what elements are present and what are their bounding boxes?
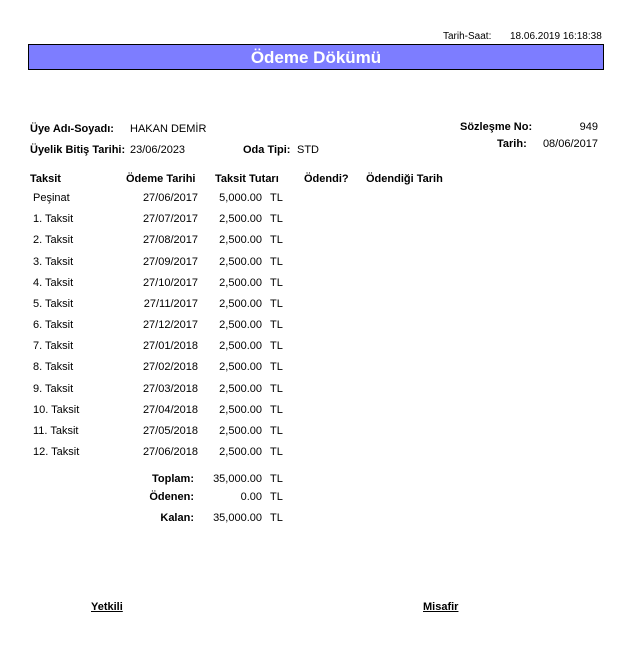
contract-date-value: 08/06/2017 bbox=[542, 138, 598, 150]
row-currency: TL bbox=[270, 425, 283, 437]
row-installment: 5. Taksit bbox=[33, 298, 74, 310]
membership-expiry-label: Üyelik Bitiş Tarihi: bbox=[30, 144, 126, 156]
remaining-row bbox=[0, 512, 630, 533]
table-row bbox=[0, 256, 630, 277]
timestamp-value: 18.06.2019 16:18:38 bbox=[510, 31, 602, 42]
table-row bbox=[0, 234, 630, 255]
header-paid: Ödendi? bbox=[304, 173, 349, 185]
row-installment: 3. Taksit bbox=[33, 256, 74, 268]
row-currency: TL bbox=[270, 340, 283, 352]
timestamp-label: Tarih-Saat: bbox=[443, 31, 492, 42]
row-currency: TL bbox=[270, 404, 283, 416]
header-amount: Taksit Tutarı bbox=[215, 173, 279, 185]
row-installment: 4. Taksit bbox=[33, 277, 74, 289]
header-installment: Taksit bbox=[30, 173, 61, 185]
row-date: 27/07/2017 bbox=[142, 213, 198, 225]
table-row bbox=[0, 192, 630, 213]
row-amount: 2,500.00 bbox=[219, 213, 262, 225]
table-row bbox=[0, 213, 630, 234]
table-row bbox=[0, 404, 630, 425]
row-currency: TL bbox=[270, 446, 283, 458]
row-date: 27/10/2017 bbox=[142, 277, 198, 289]
table-row bbox=[0, 446, 630, 467]
row-currency: TL bbox=[270, 256, 283, 268]
row-currency: TL bbox=[270, 319, 283, 331]
page-title: Ödeme Dökümü bbox=[250, 48, 382, 67]
row-installment: 8. Taksit bbox=[33, 361, 74, 373]
row-installment: 12. Taksit bbox=[33, 446, 80, 458]
paid-label: Ödenen: bbox=[149, 491, 194, 503]
title-bar bbox=[28, 44, 604, 70]
signature-guest: Misafir bbox=[423, 601, 459, 613]
paid-currency: TL bbox=[270, 491, 283, 503]
header-payment-date: Ödeme Tarihi bbox=[126, 173, 196, 185]
row-amount: 2,500.00 bbox=[219, 425, 262, 437]
row-currency: TL bbox=[270, 383, 283, 395]
row-currency: TL bbox=[270, 192, 283, 204]
row-date: 27/04/2018 bbox=[142, 404, 198, 416]
row-date: 27/11/2017 bbox=[143, 298, 198, 310]
table-row bbox=[0, 277, 630, 298]
row-installment: Peşinat bbox=[33, 192, 70, 204]
contract-date-label: Tarih: bbox=[497, 138, 527, 150]
row-date: 27/01/2018 bbox=[142, 340, 198, 352]
row-date: 27/08/2017 bbox=[142, 234, 198, 246]
row-currency: TL bbox=[270, 277, 283, 289]
remaining-label: Kalan: bbox=[160, 512, 194, 524]
remaining-value: 35,000.00 bbox=[213, 512, 262, 524]
row-amount: 2,500.00 bbox=[219, 383, 262, 395]
row-currency: TL bbox=[270, 361, 283, 373]
row-date: 27/06/2017 bbox=[142, 192, 198, 204]
row-date: 27/09/2017 bbox=[142, 256, 198, 268]
total-value: 35,000.00 bbox=[213, 473, 262, 485]
table-row bbox=[0, 383, 630, 404]
row-date: 27/12/2017 bbox=[142, 319, 198, 331]
row-amount: 2,500.00 bbox=[219, 340, 262, 352]
row-date: 27/05/2018 bbox=[142, 425, 198, 437]
member-name-label: Üye Adı-Soyadı: bbox=[30, 123, 114, 135]
room-type-label: Oda Tipi: bbox=[243, 144, 291, 156]
table-row bbox=[0, 340, 630, 361]
row-installment: 1. Taksit bbox=[33, 213, 74, 225]
row-amount: 2,500.00 bbox=[219, 234, 262, 246]
contract-no-value: 949 bbox=[579, 121, 598, 133]
row-amount: 2,500.00 bbox=[219, 277, 262, 289]
contract-no-label: Sözleşme No: bbox=[460, 121, 533, 133]
total-label: Toplam: bbox=[152, 473, 194, 485]
row-amount: 2,500.00 bbox=[219, 256, 262, 268]
row-amount: 2,500.00 bbox=[219, 319, 262, 331]
row-installment: 2. Taksit bbox=[33, 234, 74, 246]
membership-expiry-value: 23/06/2023 bbox=[130, 144, 186, 156]
row-amount: 5,000.00 bbox=[219, 192, 262, 204]
row-installment: 10. Taksit bbox=[33, 404, 80, 416]
row-currency: TL bbox=[270, 213, 283, 225]
table-row bbox=[0, 361, 630, 382]
row-installment: 7. Taksit bbox=[33, 340, 74, 352]
table-row bbox=[0, 319, 630, 340]
row-installment: 6. Taksit bbox=[33, 319, 74, 331]
row-date: 27/06/2018 bbox=[142, 446, 198, 458]
row-date: 27/02/2018 bbox=[142, 361, 198, 373]
room-type-value: STD bbox=[297, 144, 319, 156]
row-installment: 11. Taksit bbox=[33, 425, 79, 437]
row-currency: TL bbox=[270, 234, 283, 246]
remaining-currency: TL bbox=[270, 512, 283, 524]
signature-staff: Yetkili bbox=[91, 601, 123, 613]
member-name-value: HAKAN DEMİR bbox=[130, 123, 207, 135]
row-amount: 2,500.00 bbox=[219, 446, 262, 458]
table-row bbox=[0, 425, 630, 446]
row-amount: 2,500.00 bbox=[219, 361, 262, 373]
header-paid-date: Ödendiği Tarih bbox=[366, 173, 443, 185]
row-amount: 2,500.00 bbox=[219, 404, 262, 416]
total-currency: TL bbox=[270, 473, 283, 485]
row-date: 27/03/2018 bbox=[142, 383, 198, 395]
row-currency: TL bbox=[270, 298, 283, 310]
row-amount: 2,500.00 bbox=[219, 298, 262, 310]
row-installment: 9. Taksit bbox=[33, 383, 74, 395]
table-row bbox=[0, 298, 630, 319]
paid-value: 0.00 bbox=[240, 491, 262, 503]
paid-row bbox=[0, 491, 630, 512]
